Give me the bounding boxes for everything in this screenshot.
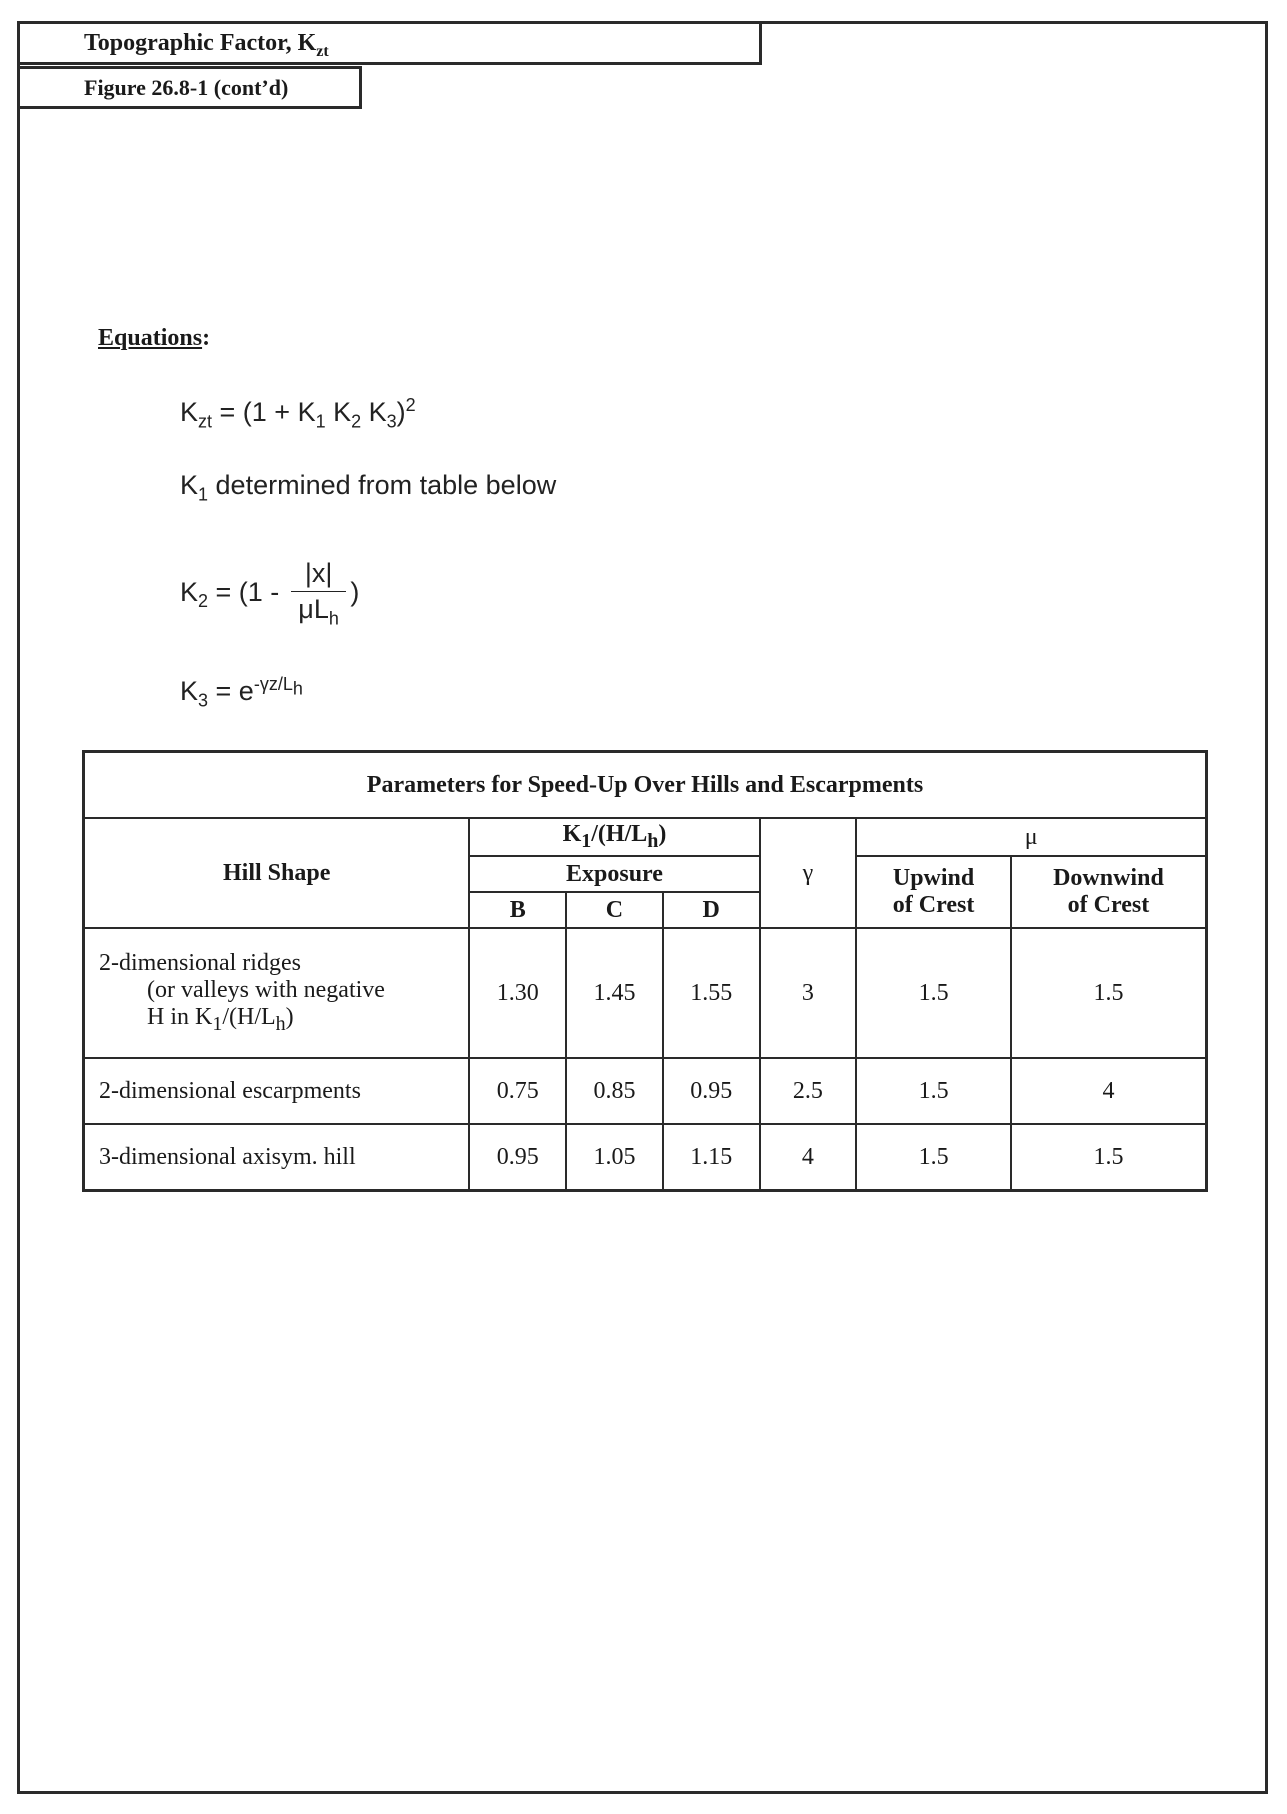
k2-fraction (291, 558, 347, 629)
cell-d: 0.95 (663, 1058, 760, 1124)
equation-kzt (180, 395, 416, 432)
downwind-line1: Downwind (1053, 865, 1164, 891)
shape-line1: 2-dimensional ridges (99, 950, 301, 977)
k1-sub: 1 (198, 484, 209, 505)
equations-heading-text: Equations (98, 325, 203, 351)
equation-k3 (180, 674, 303, 711)
parameters-table (82, 750, 1208, 1192)
k2-sub: 2 (198, 591, 209, 612)
upwind-line2: of Crest (892, 892, 975, 918)
cell-downwind: 4 (1011, 1058, 1207, 1124)
equations-heading-colon: : (202, 325, 211, 351)
kzt-rhs-s2: 2 (351, 411, 362, 432)
header-upwind (856, 856, 1011, 928)
cell-gamma: 2.5 (760, 1058, 857, 1124)
k1-text: determined from table below (208, 470, 557, 500)
k1-group-b: /(H/L (591, 821, 648, 848)
k2-numerator: |x| (291, 558, 347, 592)
header-exposure: Exposure (469, 856, 759, 892)
kzt-lhs-sub: zt (198, 411, 213, 432)
k3-base: K (180, 676, 199, 706)
figure-label-text: Figure 26.8-1 (cont’d) (84, 75, 289, 100)
shape-line3b: /(H/L (222, 1004, 276, 1031)
equation-k1 (180, 470, 556, 505)
k3-eq: = e (208, 676, 254, 706)
cell-c: 1.05 (566, 1124, 663, 1191)
header-k1-group (469, 818, 759, 856)
cell-gamma: 4 (760, 1124, 857, 1191)
figure-label (17, 66, 362, 109)
k1-group-sub2: h (647, 829, 659, 852)
cell-downwind: 1.5 (1011, 1124, 1207, 1191)
downwind-line2: of Crest (1067, 892, 1150, 918)
k3-exp-a: -γz/L (253, 674, 293, 694)
cell-d: 1.15 (663, 1124, 760, 1191)
table-caption: Parameters for Speed-Up Over Hills and Escarpments (84, 752, 1207, 819)
k3-exp-sub: h (292, 678, 303, 699)
table-row (84, 1124, 1207, 1191)
cell-downwind: 1.5 (1011, 928, 1207, 1058)
k2-eq: = (1 - (208, 576, 287, 607)
equation-k2 (180, 558, 359, 629)
row-hill-shape: 2-dimensional escarpments (84, 1058, 470, 1124)
header-exposure-c: C (566, 892, 663, 928)
shape-line3a: H in K (147, 1004, 213, 1031)
cell-gamma: 3 (760, 928, 857, 1058)
k2-close: ) (350, 576, 360, 607)
kzt-rhs-a: = (1 + K (212, 397, 316, 427)
kzt-lhs: K (180, 397, 199, 427)
k2-den-a: μL (298, 594, 329, 624)
upwind-line1: Upwind (892, 865, 975, 891)
cell-d: 1.55 (663, 928, 760, 1058)
header-gamma: γ (760, 818, 857, 928)
cell-c: 1.45 (566, 928, 663, 1058)
cell-c: 0.85 (566, 1058, 663, 1124)
row-hill-shape (84, 928, 470, 1058)
header-exposure-b: B (469, 892, 566, 928)
kzt-rhs-b: K (325, 397, 352, 427)
k1-group-sub1: 1 (581, 829, 592, 852)
kzt-rhs-s3: 3 (386, 411, 397, 432)
cell-upwind: 1.5 (856, 1124, 1011, 1191)
cell-b: 0.95 (469, 1124, 566, 1191)
cell-b: 0.75 (469, 1058, 566, 1124)
k2-den-sub: h (328, 608, 339, 629)
k2-base: K (180, 576, 199, 607)
header-mu: μ (856, 818, 1206, 856)
k1-base: K (180, 470, 199, 500)
shape-line3-sub1: 1 (212, 1012, 223, 1035)
k3-exponent (253, 674, 303, 699)
cell-b: 1.30 (469, 928, 566, 1058)
cell-upwind: 1.5 (856, 1058, 1011, 1124)
shape-line2: (or valleys with negative (147, 977, 385, 1004)
k2-denominator (291, 592, 347, 629)
title-subscript: zt (316, 42, 329, 60)
k1-group-c: ) (658, 821, 667, 848)
kzt-rhs-c: K (361, 397, 387, 427)
table-row (84, 1058, 1207, 1124)
shape-line3 (99, 1004, 468, 1036)
title-text: Topographic Factor, K (84, 30, 317, 56)
cell-upwind: 1.5 (856, 928, 1011, 1058)
k3-sub: 3 (198, 690, 209, 711)
equations-heading (98, 325, 210, 352)
figure-title (17, 21, 762, 65)
kzt-rhs-d: ) (396, 397, 406, 427)
header-downwind (1011, 856, 1207, 928)
row-hill-shape: 3-dimensional axisym. hill (84, 1124, 470, 1191)
k1-group-a: K (562, 821, 582, 848)
shape-line3c: ) (285, 1004, 294, 1031)
kzt-rhs-exp: 2 (405, 395, 416, 415)
table-row (84, 928, 1207, 1058)
kzt-rhs-s1: 1 (315, 411, 326, 432)
shape-line3-sub2: h (275, 1012, 286, 1035)
header-exposure-d: D (663, 892, 760, 928)
header-hill-shape: Hill Shape (84, 818, 470, 928)
